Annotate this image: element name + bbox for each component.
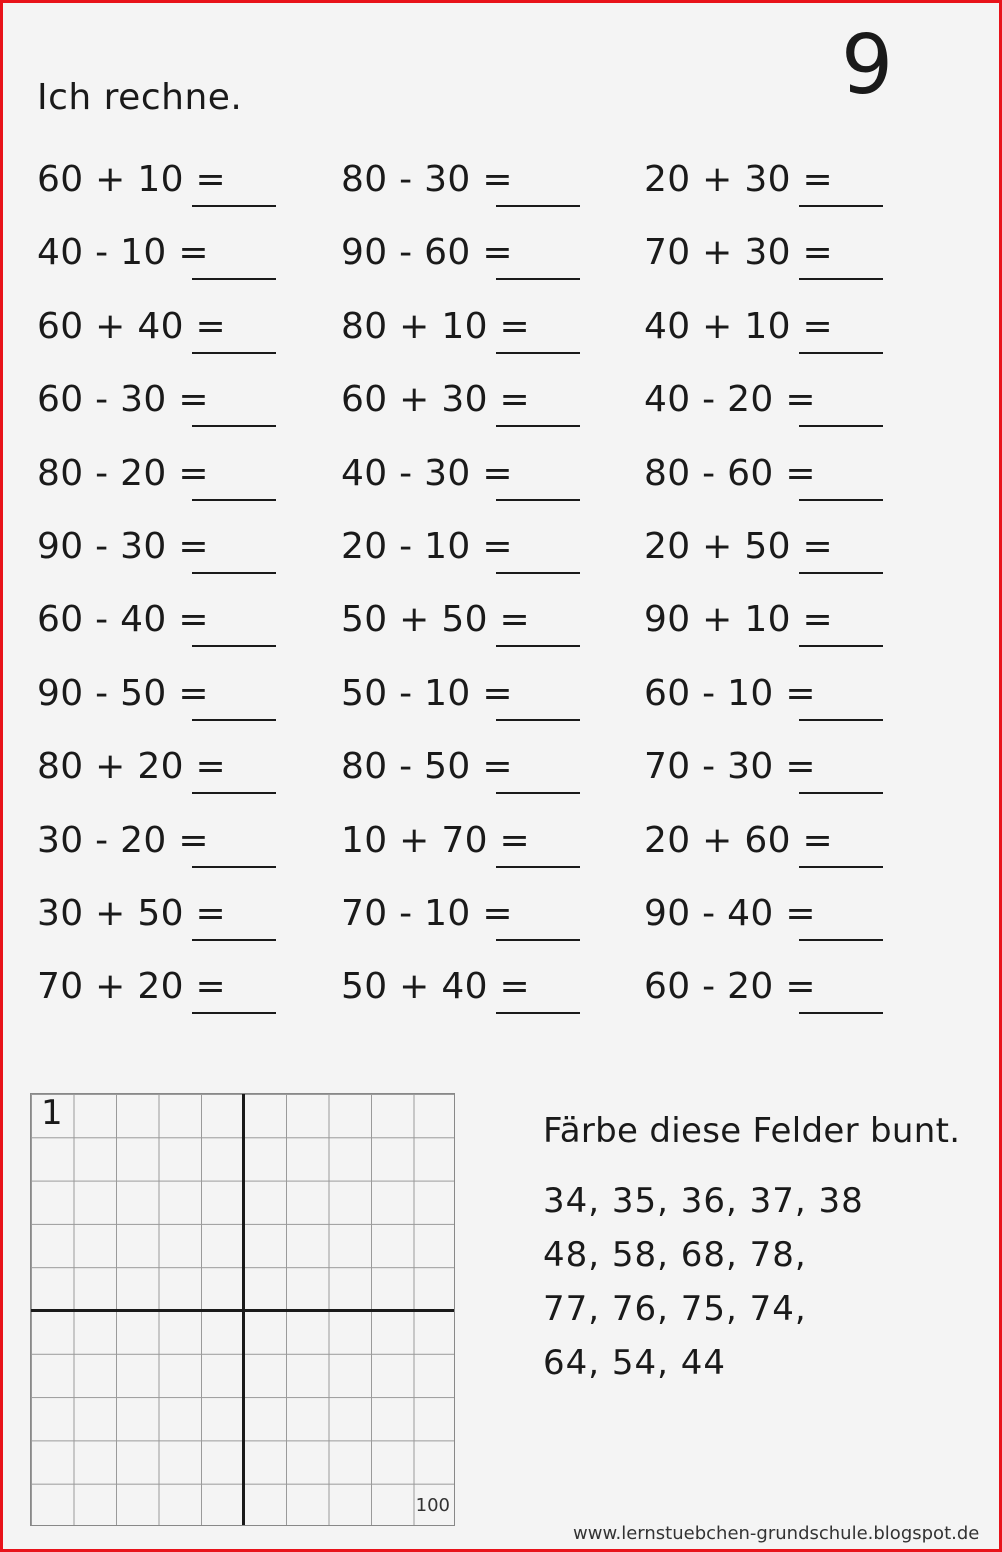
exercise-item (644, 892, 816, 934)
equation: 50 + 40 = (341, 966, 530, 1008)
equation: 20 - 10 = (341, 525, 513, 567)
answer-blank[interactable] (799, 425, 883, 427)
equation: 90 - 50 = (37, 672, 209, 714)
answer-blank[interactable] (496, 939, 580, 941)
answer-blank[interactable] (496, 645, 580, 647)
answer-blank[interactable] (496, 425, 580, 427)
answer-blank[interactable] (496, 866, 580, 868)
equation: 20 + 30 = (644, 159, 833, 200)
exercise-item (341, 746, 513, 788)
exercise-row (37, 306, 937, 379)
equation: 60 + 40 = (37, 305, 226, 347)
answer-blank[interactable] (496, 499, 580, 501)
answer-blank[interactable] (799, 792, 883, 794)
equation: 60 - 30 = (37, 379, 209, 421)
answer-blank[interactable] (799, 719, 883, 721)
coloring-instruction: Färbe diese Felder bunt. (543, 1111, 961, 1151)
answer-blank[interactable] (799, 645, 883, 647)
exercise-row (37, 599, 937, 672)
answer-blank[interactable] (192, 792, 276, 794)
exercise-item (37, 452, 209, 494)
exercise-item (341, 232, 513, 274)
equation: 70 + 30 = (644, 232, 833, 274)
equation: 70 - 10 = (341, 892, 513, 934)
equation: 60 + 10 = (37, 159, 226, 200)
exercise-item (644, 379, 816, 421)
exercise-item (644, 525, 833, 567)
exercise-item (37, 525, 209, 567)
exercise-row (37, 893, 937, 966)
equation: 80 - 50 = (341, 746, 513, 788)
equation: 20 + 60 = (644, 819, 833, 861)
equation: 80 + 20 = (37, 746, 226, 788)
equation: 40 - 10 = (37, 232, 209, 274)
equation: 60 - 20 = (644, 966, 816, 1008)
exercise-item (341, 159, 513, 200)
equation: 80 - 60 = (644, 452, 816, 494)
answer-blank[interactable] (496, 352, 580, 354)
answer-blank[interactable] (496, 792, 580, 794)
number-line: 77, 76, 75, 74, (543, 1289, 807, 1329)
equation: 30 + 50 = (37, 892, 226, 934)
exercise-row (37, 232, 937, 305)
exercise-item (341, 672, 513, 714)
page-number: 9 (841, 18, 894, 113)
equation: 40 - 30 = (341, 452, 513, 494)
answer-blank[interactable] (799, 278, 883, 280)
exercise-item (644, 232, 833, 274)
worksheet-title: Ich rechne. (37, 77, 243, 118)
exercise-row (37, 966, 937, 1039)
equation: 50 - 10 = (341, 672, 513, 714)
answer-blank[interactable] (799, 939, 883, 941)
exercise-row (37, 379, 937, 452)
exercise-item (644, 966, 816, 1008)
answer-blank[interactable] (192, 939, 276, 941)
exercise-item (341, 305, 530, 347)
equation: 70 + 20 = (37, 966, 226, 1008)
exercise-item (644, 672, 816, 714)
number-line: 34, 35, 36, 37, 38 (543, 1181, 864, 1221)
equation: 10 + 70 = (341, 819, 530, 861)
number-line: 64, 54, 44 (543, 1343, 727, 1383)
number-line: 48, 58, 68, 78, (543, 1235, 807, 1275)
equation: 30 - 20 = (37, 819, 209, 861)
answer-blank[interactable] (799, 1012, 883, 1014)
answer-blank[interactable] (799, 205, 883, 207)
exercise-item (341, 525, 513, 567)
exercise-row (37, 159, 937, 232)
answer-blank[interactable] (192, 499, 276, 501)
answer-blank[interactable] (496, 205, 580, 207)
answer-blank[interactable] (192, 719, 276, 721)
answer-blank[interactable] (192, 645, 276, 647)
answer-blank[interactable] (192, 572, 276, 574)
exercise-item (644, 305, 833, 347)
grid-last-label: 100 (415, 1495, 450, 1516)
exercise-item (341, 966, 530, 1008)
exercise-item (341, 599, 530, 641)
exercise-list (37, 159, 937, 1040)
exercise-item (37, 672, 209, 714)
equation: 40 + 10 = (644, 305, 833, 347)
exercise-item (37, 159, 226, 200)
number-list (543, 1179, 864, 1395)
equation: 60 + 30 = (341, 379, 530, 421)
exercise-item (644, 599, 833, 641)
exercise-row (37, 746, 937, 819)
exercise-row (37, 453, 937, 526)
exercise-item (341, 819, 530, 861)
equation: 60 - 10 = (644, 672, 816, 714)
answer-blank[interactable] (799, 499, 883, 501)
equation: 20 + 50 = (644, 525, 833, 567)
equation: 40 - 20 = (644, 379, 816, 421)
equation: 90 - 60 = (341, 232, 513, 274)
exercise-row (37, 526, 937, 599)
exercise-item (37, 599, 209, 641)
grid-center-horizontal-line (31, 1309, 454, 1312)
equation: 60 - 40 = (37, 599, 209, 641)
exercise-item (37, 819, 209, 861)
grid-first-label: 1 (41, 1093, 63, 1133)
exercise-item (341, 892, 513, 934)
answer-blank[interactable] (496, 719, 580, 721)
answer-blank[interactable] (496, 572, 580, 574)
hundred-grid[interactable] (30, 1093, 455, 1526)
equation: 90 + 10 = (644, 599, 833, 641)
exercise-item (37, 379, 209, 421)
equation: 80 - 20 = (37, 452, 209, 494)
exercise-item (644, 452, 816, 494)
answer-blank[interactable] (799, 352, 883, 354)
exercise-item (37, 892, 226, 934)
equation: 80 - 30 = (341, 159, 513, 200)
exercise-item (644, 819, 833, 861)
answer-blank[interactable] (192, 866, 276, 868)
answer-blank[interactable] (496, 278, 580, 280)
exercise-row (37, 820, 937, 893)
answer-blank[interactable] (192, 278, 276, 280)
answer-blank[interactable] (799, 866, 883, 868)
answer-blank[interactable] (192, 1012, 276, 1014)
answer-blank[interactable] (192, 425, 276, 427)
answer-blank[interactable] (192, 205, 276, 207)
equation: 80 + 10 = (341, 305, 530, 347)
exercise-item (37, 966, 226, 1008)
exercise-item (37, 232, 209, 274)
exercise-item (341, 452, 513, 494)
exercise-row (37, 673, 937, 746)
exercise-item (37, 305, 226, 347)
answer-blank[interactable] (799, 572, 883, 574)
exercise-item (644, 746, 816, 788)
exercise-item (37, 746, 226, 788)
answer-blank[interactable] (192, 352, 276, 354)
equation: 90 - 40 = (644, 892, 816, 934)
equation: 50 + 50 = (341, 599, 530, 641)
equation: 70 - 30 = (644, 746, 816, 788)
footer-url: www.lernstuebchen-grundschule.blogspot.de (573, 1523, 980, 1544)
answer-blank[interactable] (496, 1012, 580, 1014)
exercise-item (341, 379, 530, 421)
equation: 90 - 30 = (37, 525, 209, 567)
exercise-item (644, 159, 833, 200)
